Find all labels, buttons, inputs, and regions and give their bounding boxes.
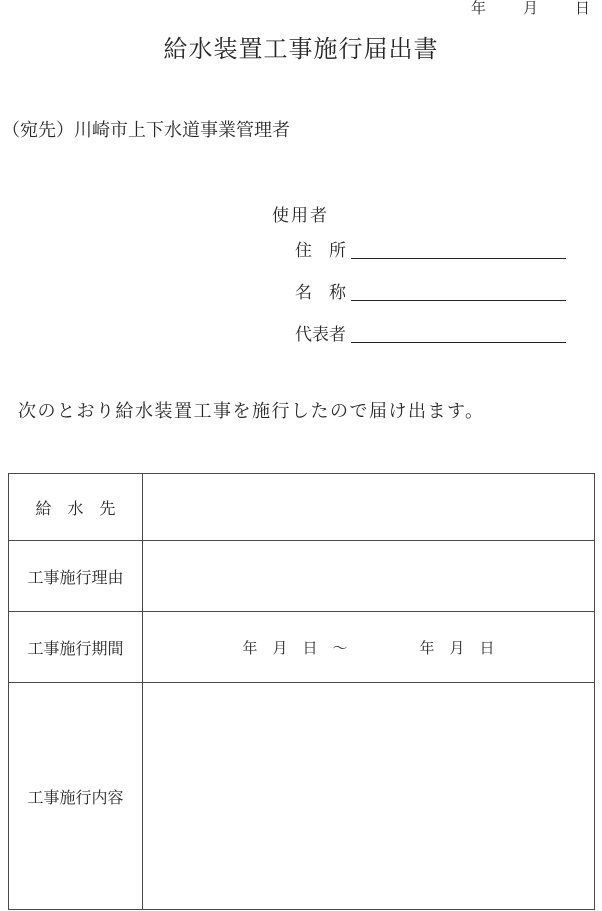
construction-details-table	[8, 473, 595, 910]
date-line	[0, 1, 590, 18]
supply-destination-label: 給 水 先	[9, 474, 143, 541]
table-row	[9, 683, 595, 910]
construction-content-label: 工事施行内容	[9, 683, 143, 910]
representative-field-label: 代表者	[295, 325, 346, 344]
construction-period-value-cell	[143, 612, 595, 683]
supply-destination-value-cell	[143, 474, 595, 541]
construction-content-value-cell	[143, 683, 595, 910]
construction-period-dates	[143, 637, 594, 658]
address-field-row	[295, 240, 566, 259]
date-year-label: 年	[470, 1, 486, 17]
name-field-label: 名 称	[295, 283, 346, 302]
construction-reason-label: 工事施行理由	[9, 541, 143, 612]
address-field-label: 住 所	[295, 241, 346, 260]
construction-period-label: 工事施行期間	[9, 612, 143, 683]
table-row	[9, 612, 595, 683]
representative-field-row	[295, 324, 566, 343]
period-start-label: 年 月 日 ～	[242, 640, 348, 657]
table-row	[9, 541, 595, 612]
construction-reason-value-cell	[143, 541, 595, 612]
date-day-label: 日	[574, 1, 590, 17]
name-field-row	[295, 282, 566, 301]
representative-fill-line	[351, 325, 566, 343]
user-section-heading: 使用者	[272, 206, 329, 225]
declaration-sentence: 次のとおり給水装置工事を施行したので届け出ます。	[18, 401, 485, 421]
page-title: 給水装置工事施行届出書	[163, 37, 439, 63]
address-fill-line	[351, 241, 566, 259]
name-fill-line	[351, 283, 566, 301]
addressee-line: （宛先）川崎市上下水道事業管理者	[2, 120, 290, 140]
table-row	[9, 474, 595, 541]
date-month-label: 月	[522, 1, 538, 17]
period-end-label: 年 月 日	[419, 640, 495, 657]
